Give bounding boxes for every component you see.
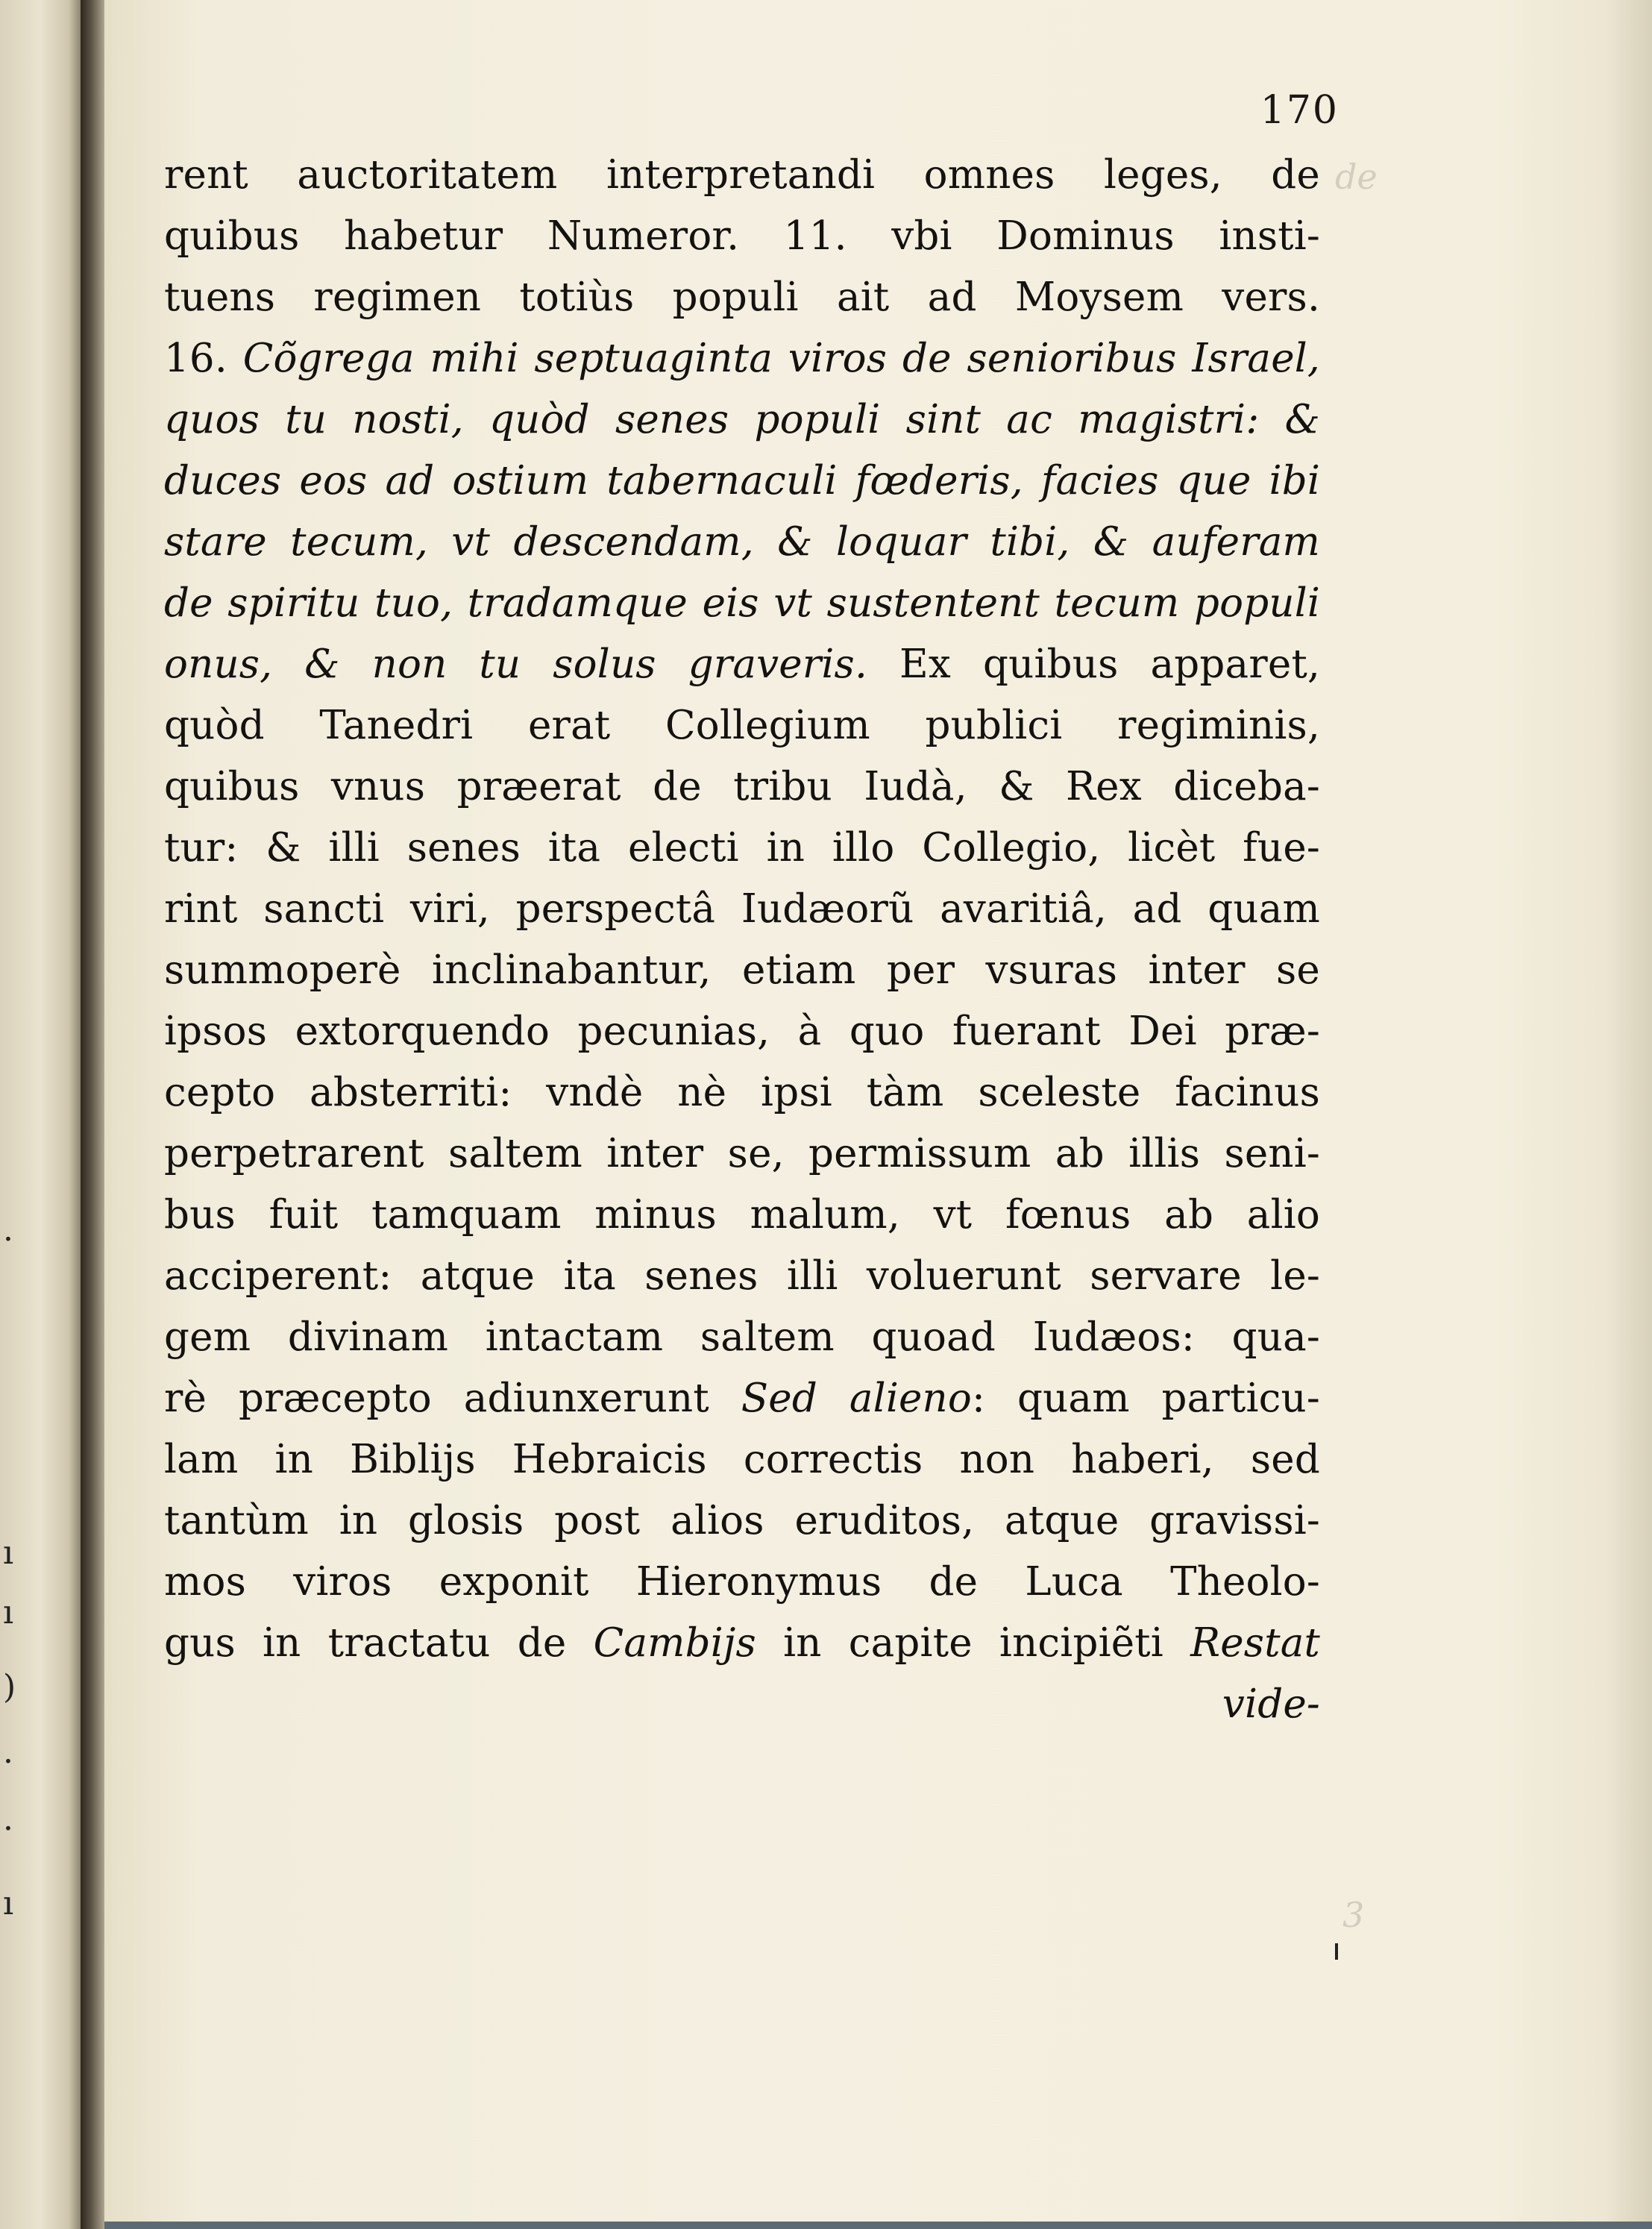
text-line <box>164 1438 1320 1482</box>
margin-mark: · <box>3 1743 13 1781</box>
italic-segment: Restat <box>1190 1620 1320 1666</box>
margin-mark: ı <box>3 1593 14 1631</box>
text-segment: ipsos extorquendo pecunias, à quo fuerant Dei præ- <box>164 1009 1320 1054</box>
facing-page-edge <box>0 0 83 2229</box>
text-line <box>164 1621 1320 1666</box>
text-line <box>164 765 1320 809</box>
margin-mark: · <box>3 1810 13 1848</box>
text-segment: quòd Tanedri erat Collegium publici regiminis, <box>164 703 1320 748</box>
edge-tick <box>1335 1943 1338 1960</box>
italic-segment: Sed alieno <box>741 1376 972 1421</box>
text-segment: bus fuit tamquam minus malum, vt fœnus ab alio <box>164 1192 1320 1238</box>
show-through-bleed: 3 <box>1342 1895 1365 1935</box>
text-line <box>164 1376 1320 1421</box>
text-line <box>164 703 1320 748</box>
text-line <box>164 826 1320 871</box>
text-line <box>164 336 1320 381</box>
text-line <box>164 1193 1320 1238</box>
text-line <box>164 398 1320 442</box>
text-segment: rè præcepto adiunxerunt <box>164 1376 741 1421</box>
italic-segment: Cõgrega mihi septuaginta viros de senioribus Israel, <box>242 336 1320 381</box>
text-line <box>164 1070 1320 1115</box>
text-line <box>164 1560 1320 1605</box>
text-segment: mos viros exponit Hieronymus de Luca Theolo- <box>164 1559 1320 1605</box>
text-segment: tur: & illi senes ita electi in illo Collegio, licèt fue- <box>164 825 1320 871</box>
catchword-text: vide- <box>1222 1681 1320 1727</box>
text-segment: quibus vnus præerat de tribu Iudà, & Rex diceba- <box>164 764 1320 809</box>
text-line <box>164 887 1320 932</box>
text-segment: quibus habetur Numeror. 11. vbi Dominus insti- <box>164 213 1320 259</box>
italic-segment: onus, & non tu solus graveris. <box>164 642 900 687</box>
text-line <box>164 1009 1320 1054</box>
text-segment: lam in Biblijs Hebraicis correctis non haberi, sed <box>164 1437 1320 1482</box>
text-line <box>164 581 1320 626</box>
margin-mark: · <box>3 1220 13 1258</box>
text-line <box>164 520 1320 565</box>
text-line <box>164 948 1320 993</box>
text-line <box>164 1254 1320 1299</box>
italic-segment: Cambijs <box>593 1620 756 1666</box>
text-segment: tuens regimen totiùs populi ait ad Moysem vers. <box>164 275 1320 320</box>
text-segment: rent auctoritatem interpretandi omnes leges, de <box>164 152 1320 198</box>
italic-segment: duces eos ad ostium tabernaculi fœderis, facies que ibi <box>164 458 1320 504</box>
italic-segment: de spiritu tuo, tradamque eis vt sustentent tecum populi <box>164 580 1320 626</box>
catchword <box>164 1682 1320 1727</box>
book-page <box>104 0 1652 2229</box>
margin-mark: ı <box>3 1534 14 1572</box>
italic-segment: quos tu nosti, quòd senes populi sint ac magistri: & <box>164 397 1320 442</box>
text-segment: Ex quibus apparet, <box>899 642 1320 687</box>
text-segment: gem divinam intactam saltem quoad Iudæos: qua- <box>164 1314 1320 1360</box>
text-segment: cepto absterriti: vndè nè ipsi tàm sceleste facinus <box>164 1070 1320 1115</box>
body-text <box>164 153 1320 1743</box>
text-segment: rint sancti viri, perspectâ Iudæorũ avaritiâ, ad quam <box>164 886 1320 932</box>
text-segment: : quam particu- <box>971 1376 1320 1421</box>
text-line <box>164 153 1320 198</box>
margin-mark: ı <box>3 1884 14 1922</box>
text-line <box>164 1132 1320 1176</box>
text-segment: perpetrarent saltem inter se, permissum ab illis seni- <box>164 1131 1320 1176</box>
text-line <box>164 1499 1320 1543</box>
show-through-bleed: de <box>1335 157 1378 197</box>
italic-segment: stare tecum, vt descendam, & loquar tibi, & auferam <box>164 519 1320 565</box>
text-segment: summoperè inclinabantur, etiam per vsuras inter se <box>164 947 1320 993</box>
text-segment: gus in tractatu de <box>164 1620 594 1666</box>
text-line <box>164 275 1320 320</box>
text-line <box>164 459 1320 504</box>
text-line <box>164 1315 1320 1360</box>
page-number: 170 <box>1260 88 1339 133</box>
text-line <box>164 642 1320 687</box>
text-segment: acciperent: atque ita senes illi voluerunt servare le- <box>164 1253 1320 1299</box>
margin-mark: ) <box>3 1668 16 1706</box>
text-segment: in capite incipiẽti <box>756 1620 1191 1666</box>
text-line <box>164 214 1320 259</box>
text-segment: 16. <box>164 336 243 381</box>
text-segment: tantùm in glosis post alios eruditos, atque gravissi- <box>164 1498 1320 1543</box>
